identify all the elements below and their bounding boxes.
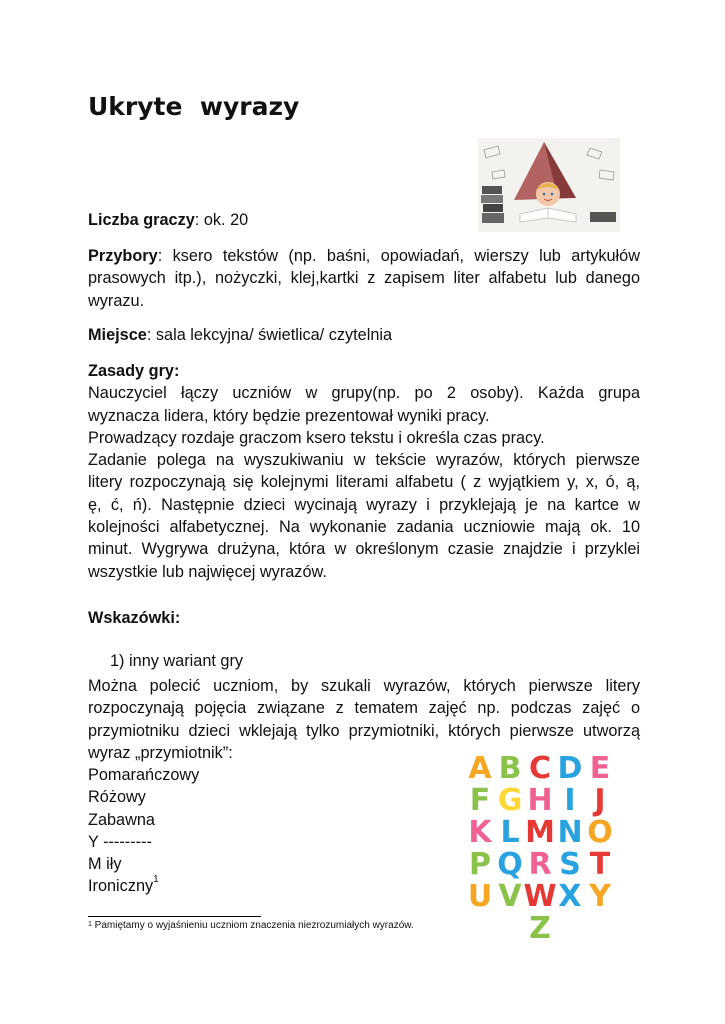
alphabet-letter-q: Q — [497, 847, 523, 882]
alphabet-letter-z: Z — [529, 911, 551, 946]
acrostic-word: M iły — [88, 855, 122, 874]
alphabet-letter-e: E — [589, 751, 611, 786]
alphabet-letter-r: R — [528, 847, 552, 882]
alphabet-letter-d: D — [557, 751, 583, 786]
rules-line: ę, ć, ń). Następnie dzieci wycinają wyrazy i przyklejają je na kartce w — [88, 495, 640, 514]
tips-line: wyraz „przymiotnik”: — [88, 743, 233, 762]
rules-line: minut. Wygrywa drużyna, która w określonym czasie znajdzie i przyklei — [88, 540, 640, 559]
acrostic-word: Y --------- — [88, 832, 152, 851]
alphabet-letter-o: O — [587, 815, 613, 850]
list-number: 1) — [110, 652, 125, 670]
players-line — [88, 209, 640, 231]
alphabet-letter-a: A — [468, 751, 492, 786]
acrostic-word: Pomarańczowy — [88, 766, 200, 784]
tips-line: Można polecić uczniom, by szukali wyrazów, których pierwsze litery — [88, 677, 640, 695]
rules-line: Nauczyciel łączy uczniów w grupy(np. po 2 osoby). Każda grupa — [88, 384, 640, 403]
rules-line: litery rozpoczynają się kolejnymi literami alfabetu ( z wyjątkiem y, x, ó, ą, — [88, 473, 640, 492]
tools-line: wyrazu. — [88, 291, 145, 310]
alphabet-letter-u: U — [467, 879, 493, 914]
alphabet-letter-m: M — [525, 815, 555, 850]
tips-heading-line — [88, 607, 640, 629]
acrostic-word: Różowy — [88, 788, 146, 807]
footnote-reference: 1 — [153, 874, 159, 886]
rules-line: Prowadzący rozdaje graczom ksero tekstu i określa czas pracy. — [88, 428, 545, 447]
alphabet-letter-n: N — [557, 815, 583, 850]
alphabet-letter-h: H — [527, 783, 553, 818]
alphabet-letter-s: S — [559, 847, 581, 882]
rules-line: wszystkie lub najwięcej wyrazów. — [88, 562, 327, 581]
alphabet-letter-y: Y — [589, 879, 611, 914]
tips-heading: Wskazówki: — [88, 609, 181, 627]
alphabet-letter-k: K — [468, 815, 492, 850]
acrostic-word-list — [88, 764, 199, 898]
alphabet-letter-f: F — [469, 783, 491, 818]
tools-label: Przybory — [88, 247, 158, 265]
place-value: : sala lekcyjna/ świetlica/ czytelnia — [146, 326, 393, 344]
alphabet-letter-b: B — [498, 751, 522, 786]
tools-line: : ksero tekstów (np. baśni, opowiadań, wierszy lub artykułów — [157, 247, 640, 265]
alphabet-letter-c: C — [528, 751, 552, 786]
players-label: Liczba graczy — [88, 211, 195, 229]
alphabet-letter-x: X — [558, 879, 582, 914]
alphabet-letter-w: W — [523, 879, 557, 914]
footnote-text: Pamiętamy o wyjaśnieniu uczniom znaczenia niezrozumiałych wyrazów. — [91, 920, 414, 931]
rules-paragraph — [88, 360, 640, 583]
tips-line: rozpoczynają pojęcia związane z tematem zajęć np. podczas zajęć o — [88, 699, 640, 718]
acrostic-word: Ironiczny$^1$ — [88, 874, 159, 896]
tools-line: prasowych itp.), nożyczki, klej,kartki z zapisem liter alfabetu lub danego — [88, 269, 640, 288]
acrostic-word: Zabawna — [88, 810, 155, 829]
rules-heading: Zasady gry: — [88, 362, 180, 380]
alphabet-letter-l: L — [500, 815, 520, 850]
rules-line: Zadanie polega na wyszukiwaniu w tekście wyrazów, których pierwsze — [88, 451, 640, 470]
alphabet-letter-i: I — [564, 783, 576, 818]
rules-line: wyznacza lidera, który będzie prezentował wyniki pracy. — [88, 406, 490, 425]
footnote-number: 1 — [88, 921, 92, 928]
rules-line: kolejności alfabetycznej. Na wykonanie zadania uczniowie mają ok. 10 — [88, 518, 640, 537]
footnote — [88, 920, 414, 931]
list-text: inny wariant gry — [129, 652, 244, 670]
list-item — [110, 652, 243, 671]
alphabet-letter-v: V — [498, 879, 522, 914]
alphabet-letter-p: P — [469, 847, 491, 882]
alphabet-illustration — [462, 748, 622, 948]
place-line — [88, 324, 640, 346]
alphabet-letter-t: T — [589, 847, 611, 882]
place-label: Miejsce — [88, 326, 147, 344]
tools-paragraph — [88, 245, 640, 312]
page-title: Ukryte wyrazy — [88, 92, 300, 121]
footnote-divider — [88, 916, 261, 917]
alphabet-letter-g: G — [497, 783, 523, 818]
tips-line: przymiotniku dzieci wklejają tylko przymiotniki, których pierwsze utworzą — [88, 721, 640, 740]
alphabet-letter-j: J — [594, 783, 606, 818]
players-value: : ok. 20 — [194, 211, 249, 229]
